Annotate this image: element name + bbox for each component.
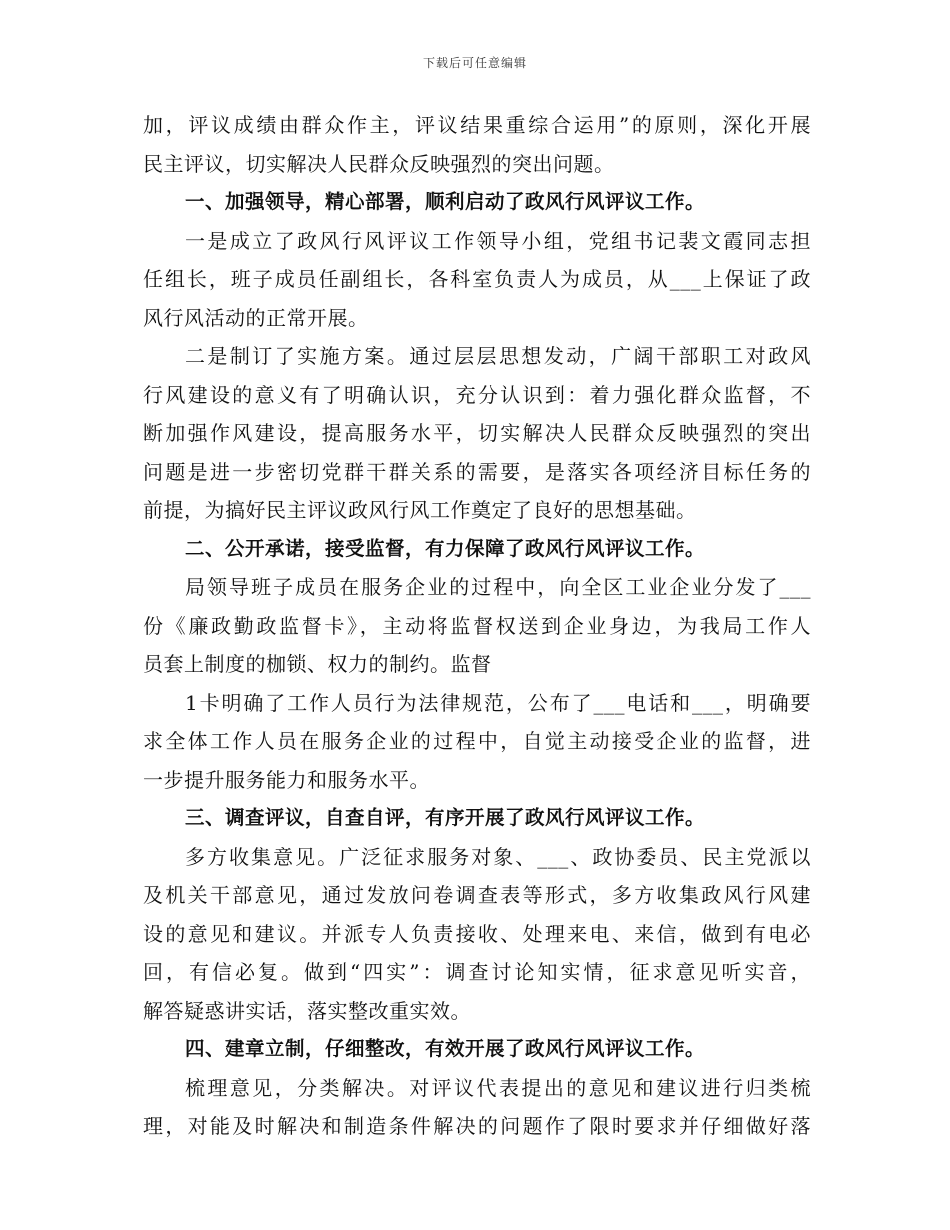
paragraph-line: 梳理意见，分类解决。对评议代表提出的意见和建议进行归类梳 — [185, 1075, 811, 1100]
paragraph-line: 民主评议，切实解决人民群众反映强烈的突出问题。 — [143, 151, 615, 176]
page-header: 下载后可任意编辑 — [422, 56, 527, 70]
paragraph-line: 一是成立了政风行风评议工作领导小组，党组书记裴文霞同志担 — [185, 228, 811, 253]
paragraph-line: 风行风活动的正常开展。 — [143, 305, 369, 330]
paragraph-line: 份《廉政勤政监督卡》，主动将监督权送到企业身边，为我局工作人 — [143, 613, 811, 638]
document-body — [143, 106, 811, 1146]
section-heading: 二、公开承诺，接受监督，有力保障了政风行风评议工作。 — [185, 536, 706, 560]
paragraph-line: 多方收集意见。广泛征求服务对象、___、政协委员、民主党派以 — [185, 844, 811, 869]
paragraph-line: 员套上制度的枷锁、权力的制约。监督 — [143, 652, 492, 676]
paragraph-line: 理，对能及时解决和制造条件解决的问题作了限时要求并仔细做好落 — [143, 1114, 811, 1138]
paragraph-line: 二是制订了实施方案。通过层层思想发动，广阔干部职工对政风 — [185, 344, 811, 368]
paragraph-line: 解答疑惑讲实话，落实整改重实效。 — [143, 998, 471, 1023]
section-heading: 三、调查评议，自查自评，有序开展了政风行风评议工作。 — [185, 806, 706, 829]
paragraph-line: 一步提升服务能力和服务水平。 — [143, 767, 430, 792]
paragraph-line: 问题是进一步密切党群干群关系的需要，是落实各项经济目标任务的 — [143, 459, 811, 484]
paragraph-line: 设的意见和建议。并派专人负责接收、处理来电、来信，做到有电必 — [143, 921, 811, 946]
paragraph-line: 加，评议成绩由群众作主，评议结果重综合运用”的原则，深化开展 — [143, 113, 811, 137]
paragraph-line: 及机关干部意见，通过发放问卷调查表等形式，多方收集政风行风建 — [143, 883, 811, 907]
section-heading: 一、加强领导，精心部署，顺利启动了政风行风评议工作。 — [185, 190, 706, 213]
paragraph-line: 求全体工作人员在服务企业的过程中，自觉主动接受企业的监督，进 — [143, 729, 811, 753]
paragraph-line: 前提，为搞好民主评议政风行风工作奠定了良好的思想基础。 — [143, 498, 697, 522]
paragraph-line: 1卡明确了工作人员行为法律规范，公布了___电话和___，明确要 — [185, 690, 811, 715]
paragraph-line: 断加强作风建设，提高服务水平，切实解决人民群众反映强烈的突出 — [143, 421, 811, 445]
paragraph-line: 局领导班子成员在服务企业的过程中，向全区工业企业分发了___ — [185, 575, 811, 599]
paragraph-line: 任组长，班子成员任副组长，各科室负责人为成员，从___上保证了政 — [143, 267, 811, 291]
paragraph-line: 行风建设的意义有了明确认识，充分认识到：着力强化群众监督，不 — [143, 382, 811, 407]
paragraph-line: 回，有信必复。做到“四实”：调查讨论知实情，征求意见听实音， — [143, 960, 811, 984]
section-heading: 四、建章立制，仔细整改，有效开展了政风行风评议工作。 — [185, 1037, 706, 1060]
